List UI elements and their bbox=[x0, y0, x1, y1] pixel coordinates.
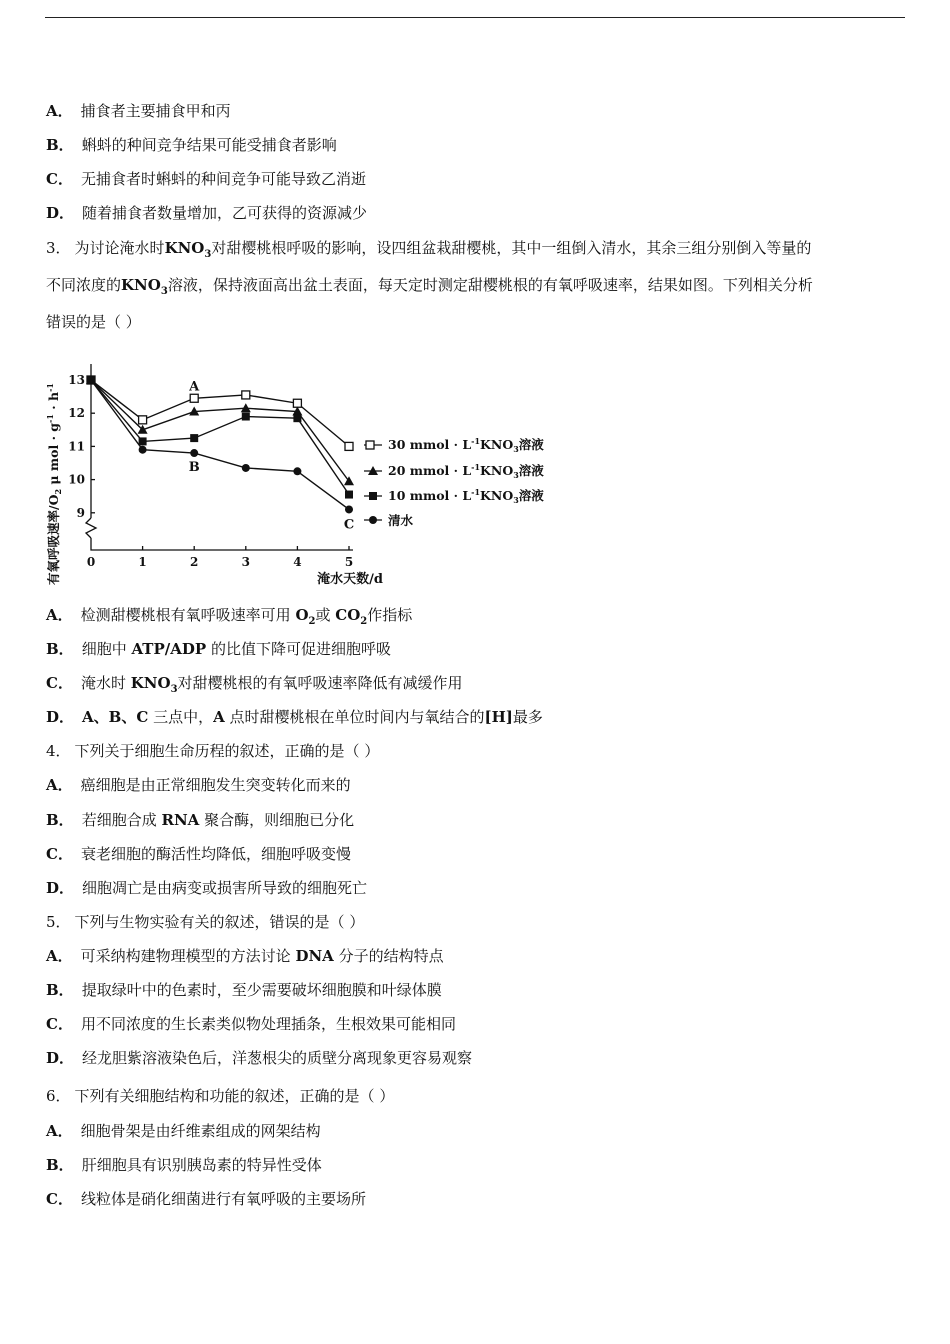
data-point bbox=[345, 442, 353, 450]
x-tick-label: 3 bbox=[241, 555, 250, 569]
data-point bbox=[345, 491, 353, 499]
data-point bbox=[242, 391, 250, 399]
series-line bbox=[91, 380, 349, 509]
y-tick-label: 12 bbox=[68, 406, 85, 421]
q6-option-c: C． 线粒体是硝化细菌进行有氧呼吸的主要场所 bbox=[46, 1190, 366, 1208]
chart-axes bbox=[91, 364, 353, 550]
q5-stem: 5． 下列与生物实验有关的叙述，错误的是（ ） bbox=[46, 913, 365, 931]
data-point bbox=[293, 467, 301, 475]
legend-marker-filled-square bbox=[369, 492, 377, 500]
q5-option-b: B． 提取绿叶中的色素时，至少需要破坏细胞膜和叶绿体膜 bbox=[46, 981, 442, 999]
q3-option-a: A． 检测甜樱桃根有氧呼吸速率可用 $O_2$或 $CO_2$作指标 bbox=[46, 606, 413, 627]
data-point bbox=[242, 413, 250, 421]
data-point bbox=[190, 394, 198, 402]
point-annotation: B bbox=[188, 460, 200, 476]
q4-option-a: A． 癌细胞是由正常细胞发生突变转化而来的 bbox=[46, 776, 351, 794]
svg-text:20 mmol · L-1KNO3溶液: 20 mmol · $L^{-1}KNO_3$溶液 bbox=[388, 462, 544, 480]
chart-x-axis-label: 淹水天数/d bbox=[317, 572, 383, 587]
q3-stem-line3: 错误的是（ ） bbox=[46, 313, 141, 331]
chart-legend bbox=[364, 436, 544, 528]
q2-option-d: D． 随着捕食者数量增加，乙可获得的资源减少 bbox=[46, 204, 368, 222]
q4-stem: 4． 下列关于细胞生命历程的叙述，正确的是（ ） bbox=[46, 742, 380, 760]
data-point bbox=[190, 449, 198, 457]
y-tick-label: 11 bbox=[68, 439, 85, 454]
legend-marker-open-square bbox=[366, 441, 374, 449]
legend-20mmol bbox=[364, 462, 544, 480]
q4-option-b: B． 若细胞合成 RNA 聚合酶，则细胞已分化 bbox=[46, 811, 355, 829]
q6-option-b: B． 肝细胞具有识别胰岛素的特异性受体 bbox=[46, 1156, 322, 1174]
q2-option-b: B． 蝌蚪的种间竞争结果可能受捕食者影响 bbox=[46, 136, 337, 154]
data-point bbox=[241, 403, 251, 412]
q5-option-a: A． 可采纳构建物理模型的方法讨论 DNA 分子的结构特点 bbox=[46, 947, 444, 965]
data-point bbox=[139, 416, 147, 424]
data-point bbox=[139, 446, 147, 454]
data-point bbox=[293, 399, 301, 407]
q3-option-c: C． 淹水时 $KNO_3$对甜樱桃根的有氧呼吸速率降低有减缓作用 bbox=[46, 674, 463, 695]
q4-option-c: C． 衰老细胞的酶活性均降低，细胞呼吸变慢 bbox=[46, 845, 351, 863]
q6-option-a: A． 细胞骨架是由纤维素组成的网架结构 bbox=[46, 1122, 321, 1140]
x-tick-label: 1 bbox=[138, 555, 147, 569]
legend-30mmol bbox=[364, 436, 544, 454]
y-tick-label: 10 bbox=[68, 472, 85, 487]
point-annotation: C bbox=[343, 517, 355, 533]
q3-option-d: D． A、B、C 三点中，A 点时甜樱桃根在单位时间内与氧结合的[H]最多 bbox=[46, 708, 543, 726]
chart-ticks bbox=[68, 373, 353, 569]
respiration-rate-chart bbox=[44, 342, 564, 590]
q3-option-b: B． 细胞中 ATP/ADP 的比值下降可促进细胞呼吸 bbox=[46, 640, 391, 658]
q5-option-c: C． 用不同浓度的生长素类似物处理插条，生根效果可能相同 bbox=[46, 1015, 456, 1033]
data-point bbox=[345, 505, 353, 513]
series-line bbox=[91, 380, 349, 481]
svg-text:清水: 清水 bbox=[388, 513, 414, 528]
chart-y-axis-label: 有氧呼吸速率$/O_2$ μ mol · $g^{-1} \cdot h^{-1}$ bbox=[45, 383, 63, 585]
series-2 bbox=[87, 376, 353, 499]
svg-text:10 mmol · L-1KNO3溶液: 10 mmol · $L^{-1}KNO_3$溶液 bbox=[388, 487, 544, 505]
series-0 bbox=[87, 376, 353, 450]
header-rule bbox=[45, 17, 905, 18]
legend-10mmol bbox=[364, 487, 544, 505]
data-point bbox=[190, 434, 198, 442]
chart-annotations bbox=[188, 379, 354, 532]
data-point bbox=[242, 464, 250, 472]
q2-option-a: A． 捕食者主要捕食甲和丙 bbox=[46, 102, 231, 120]
series-1 bbox=[86, 375, 354, 485]
x-tick-label: 5 bbox=[344, 555, 354, 569]
chart-axis-break bbox=[86, 518, 96, 538]
y-tick-label: 9 bbox=[76, 505, 85, 520]
legend-marker-circle bbox=[369, 516, 377, 524]
data-point bbox=[87, 376, 95, 384]
y-tick-label: 13 bbox=[68, 373, 85, 387]
q6-stem: 6． 下列有关细胞结构和功能的叙述，正确的是（ ） bbox=[46, 1087, 395, 1105]
data-point bbox=[139, 437, 147, 445]
x-tick-label: 0 bbox=[86, 555, 96, 569]
point-annotation: A bbox=[189, 379, 200, 395]
svg-text:30 mmol · L-1KNO3溶液: 30 mmol · $L^{-1}KNO_3$溶液 bbox=[388, 436, 544, 454]
q3-stem-line1: 3． 为讨论淹水时$KNO_3$对甜樱桃根呼吸的影响，设四组盆栽甜樱桃，其中一组倒入清水，其余三组分别倒入等量的 bbox=[46, 239, 812, 260]
chart-series bbox=[86, 375, 354, 513]
x-tick-label: 4 bbox=[293, 555, 302, 569]
q5-option-d: D． 经龙胆紫溶液染色后，洋葱根尖的质壁分离现象更容易观察 bbox=[46, 1049, 473, 1067]
legend-water bbox=[364, 513, 414, 528]
q4-option-d: D． 细胞凋亡是由病变或损害所导致的细胞死亡 bbox=[46, 879, 368, 897]
q2-option-c: C． 无捕食者时蝌蚪的种间竞争可能导致乙消逝 bbox=[46, 170, 366, 188]
q3-stem-line2: 不同浓度的$KNO_3$溶液，保持液面高出盆土表面，每天定时测定甜樱桃根的有氧呼吸速率，结果如图。下列相关分析 bbox=[46, 276, 813, 297]
x-tick-label: 2 bbox=[190, 555, 199, 569]
data-point bbox=[293, 414, 301, 422]
